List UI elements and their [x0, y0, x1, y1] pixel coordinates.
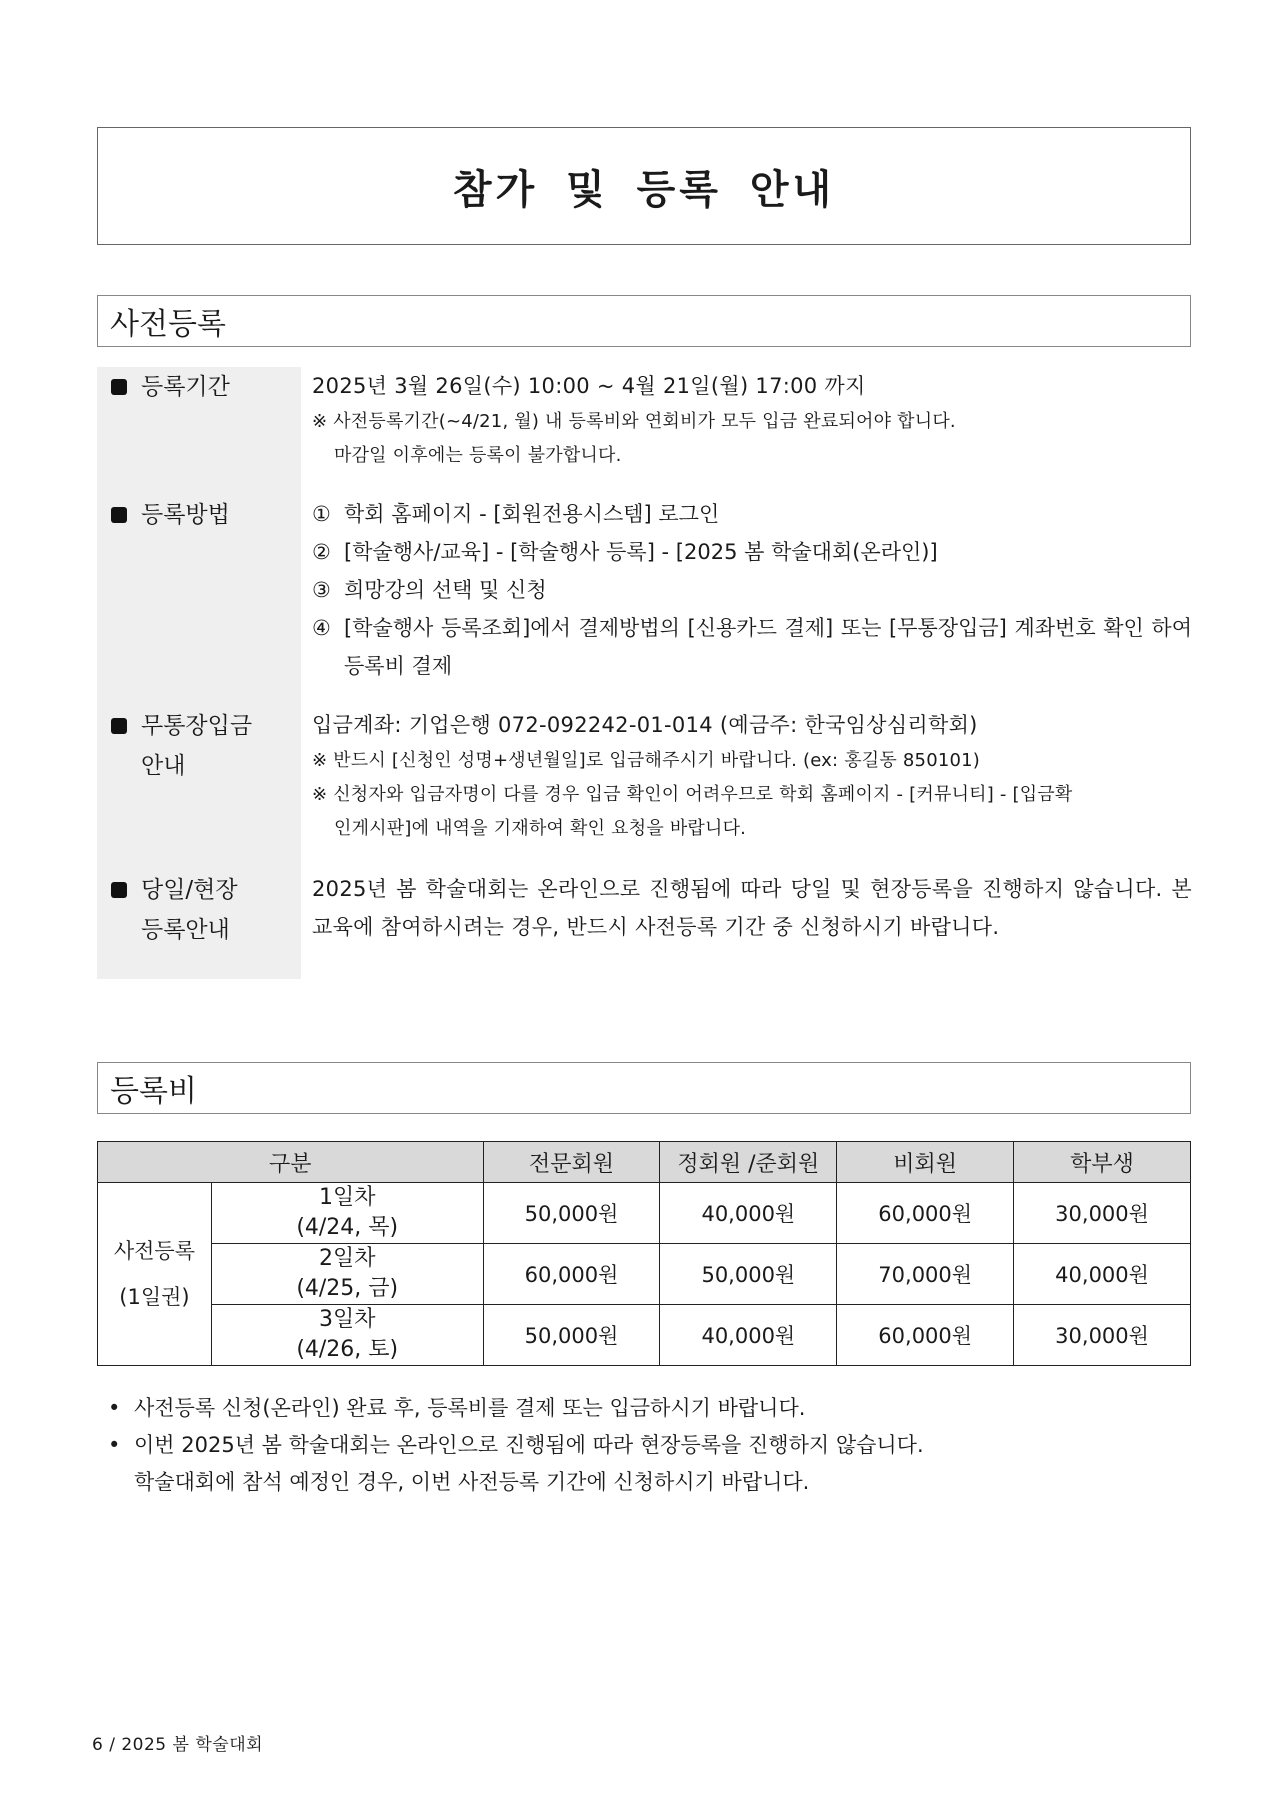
step-item: [312, 495, 1192, 533]
label-method: [111, 495, 230, 535]
column-header: 구분: [98, 1142, 484, 1183]
note-continuation: 학술대회에 참석 예정인 경우, 이번 사전등록 기간에 신청하시기 바랍니다.: [134, 1470, 810, 1494]
step-number: ③: [312, 578, 331, 602]
label-text: 무통장입금: [141, 713, 253, 739]
period-note: ※ 사전등록기간(~4/21, 월) 내 등록비와 연회비가 모두 입금 완료되어야 합니다.: [312, 411, 956, 432]
day-cell: [211, 1244, 483, 1305]
label-period: [111, 367, 230, 407]
date-label: (4/24, 목): [296, 1215, 399, 1240]
note-item: [108, 1390, 1168, 1427]
table-row: [98, 1244, 1191, 1305]
page-footer: 6 / 2025 봄 학술대회: [92, 1735, 264, 1755]
day-label: 2일차: [318, 1246, 376, 1271]
label-text-cont: 등록안내: [141, 917, 230, 943]
column-header: 비회원: [837, 1142, 1014, 1183]
period-body: [312, 367, 1192, 473]
column-header: 정회원 /준회원: [660, 1142, 837, 1183]
section-heading-fees: 등록비: [97, 1062, 1191, 1114]
fee-cell: 60,000원: [837, 1183, 1014, 1244]
label-bank: [111, 706, 252, 786]
group-label: 사전등록: [113, 1239, 196, 1263]
square-bullet-icon: [111, 379, 127, 395]
fee-cell: 60,000원: [483, 1244, 660, 1305]
step-number: ④: [312, 616, 331, 640]
step-text: [학술행사/교육] - [학술행사 등록] - [2025 봄 학술대회(온라인)]: [344, 540, 938, 564]
group-sublabel: (1일권): [119, 1285, 190, 1309]
period-text: 2025년 3월 26일(수) 10:00 ~ 4월 21일(월) 17:00 까지: [312, 374, 866, 398]
method-body: [312, 495, 1192, 685]
step-number: ②: [312, 540, 331, 564]
day-cell: [211, 1305, 483, 1366]
title-box: [97, 127, 1191, 245]
fee-notes: [108, 1390, 1168, 1501]
day-label: 3일차: [318, 1307, 376, 1332]
bullet-icon: •: [108, 1433, 121, 1457]
onsite-text: 2025년 봄 학술대회는 온라인으로 진행됨에 따라 당일 및 현장등록을 진행하지 않습니다. 본 교육에 참여하시려는 경우, 반드시 사전등록 기간 중 신청하시기 바랍니다.: [312, 877, 1192, 939]
note-text: 사전등록 신청(온라인) 완료 후, 등록비를 결제 또는 입금하시기 바랍니다.: [134, 1396, 806, 1420]
fee-cell: 50,000원: [483, 1183, 660, 1244]
date-label: (4/25, 금): [296, 1276, 399, 1301]
fee-cell: 40,000원: [660, 1305, 837, 1366]
column-header: 학부생: [1014, 1142, 1191, 1183]
bank-note: ※ 반드시 [신청인 성명+생년월일]로 입금해주시기 바랍니다. (ex: 홍길동 850101): [312, 750, 981, 771]
fee-cell: 30,000원: [1014, 1183, 1191, 1244]
label-text: 등록방법: [141, 502, 230, 528]
fee-cell: 30,000원: [1014, 1305, 1191, 1366]
note-item: [108, 1427, 1168, 1464]
bank-body: [312, 706, 1192, 846]
day-cell: [211, 1183, 483, 1244]
page-title: 참가 및 등록 안내: [452, 166, 836, 213]
date-label: (4/26, 토): [296, 1337, 399, 1362]
label-text: 등록기간: [141, 374, 230, 400]
section-heading-pre-registration: 사전등록: [97, 295, 1191, 347]
square-bullet-icon: [111, 718, 127, 734]
period-note-cont: 마감일 이후에는 등록이 불가합니다.: [334, 445, 622, 466]
square-bullet-icon: [111, 507, 127, 523]
step-text: [학술행사 등록조회]에서 결제방법의 [신용카드 결제] 또는 [무통장입금] 계좌번호 확인 하여 등록비 결제: [344, 616, 1192, 678]
note-text: 이번 2025년 봄 학술대회는 온라인으로 진행됨에 따라 현장등록을 진행하지 않습니다.: [134, 1433, 924, 1457]
bank-note: ※ 신청자와 입금자명이 다를 경우 입금 확인이 어려우므로 학회 홈페이지 - [커뮤니티] - [입금확: [312, 784, 1073, 805]
fee-cell: 40,000원: [660, 1183, 837, 1244]
registration-info: [97, 367, 1191, 979]
day-label: 1일차: [318, 1185, 376, 1210]
bullet-icon: •: [108, 1396, 121, 1420]
column-header: 전문회원: [483, 1142, 660, 1183]
fee-table: [97, 1141, 1191, 1366]
step-text: 학회 홈페이지 - [회원전용시스템] 로그인: [344, 502, 720, 526]
label-text: 당일/현장: [141, 877, 238, 903]
fee-cell: 40,000원: [1014, 1244, 1191, 1305]
step-item: [312, 571, 1192, 609]
group-cell: [98, 1183, 212, 1366]
onsite-body: [312, 870, 1192, 946]
label-onsite: [111, 870, 238, 950]
fee-cell: 50,000원: [660, 1244, 837, 1305]
label-text-cont: 안내: [141, 753, 186, 779]
step-item: [312, 533, 1192, 571]
step-number: ①: [312, 502, 331, 526]
fee-cell: 50,000원: [483, 1305, 660, 1366]
square-bullet-icon: [111, 882, 127, 898]
step-text: 희망강의 선택 및 신청: [344, 578, 547, 602]
table-header-row: [98, 1142, 1191, 1183]
fee-cell: 70,000원: [837, 1244, 1014, 1305]
bank-account: 입금계좌: 기업은행 072-092242-01-014 (예금주: 한국임상심리학회): [312, 713, 978, 737]
table-row: [98, 1183, 1191, 1244]
fee-cell: 60,000원: [837, 1305, 1014, 1366]
bank-note-cont: 인게시판]에 내역을 기재하여 확인 요청을 바랍니다.: [334, 818, 747, 839]
table-row: [98, 1305, 1191, 1366]
step-item: [312, 609, 1192, 685]
